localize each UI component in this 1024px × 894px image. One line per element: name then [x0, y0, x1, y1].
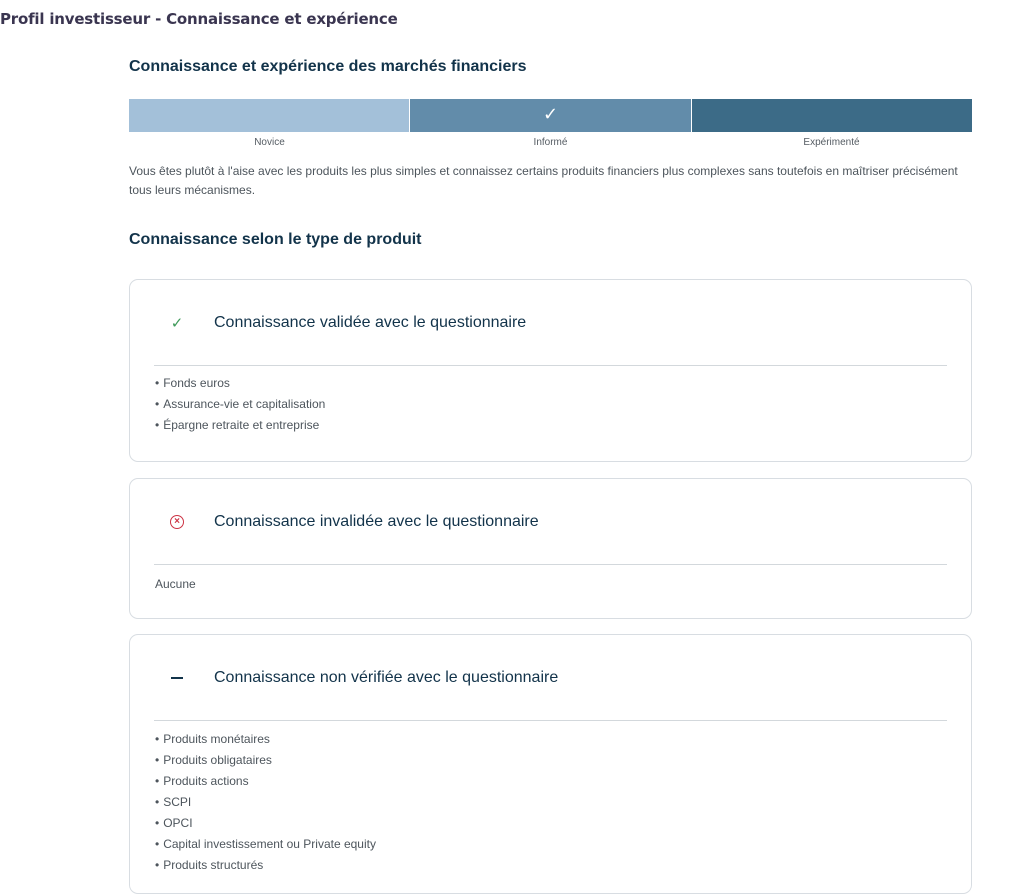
validated-list	[155, 373, 325, 436]
unverified-card	[129, 634, 972, 894]
list-item: • Produits obligataires	[155, 750, 376, 771]
level-label-novice: Novice	[254, 137, 285, 148]
invalidated-card-header	[154, 479, 947, 565]
unverified-card-header	[154, 635, 947, 721]
page-title: Profil investisseur - Connaissance et expérience	[0, 10, 398, 28]
invalidated-card-title: Connaissance invalidée avec le questionnaire	[214, 512, 539, 530]
level-bar	[129, 99, 972, 132]
level-label-experimente: Expérimenté	[803, 137, 860, 148]
unverified-list	[155, 729, 376, 876]
list-item: • SCPI	[155, 792, 376, 813]
list-item: • OPCI	[155, 813, 376, 834]
level-label-informe: Informé	[533, 137, 568, 148]
list-item: • Fonds euros	[155, 373, 325, 394]
level-segment-experimente	[692, 99, 972, 132]
list-item: • Produits monétaires	[155, 729, 376, 750]
products-section-title: Connaissance selon le type de produit	[129, 231, 422, 248]
level-labels	[129, 137, 972, 148]
list-item: • Produits structurés	[155, 855, 376, 876]
unverified-card-title: Connaissance non vérifiée avec le questionnaire	[214, 668, 559, 686]
validated-card-title: Connaissance validée avec le questionnaire	[214, 313, 527, 331]
cross-circle-icon: ×	[170, 515, 184, 529]
list-item: • Capital investissement ou Private equity	[155, 834, 376, 855]
invalidated-empty-text: Aucune	[155, 577, 196, 591]
validated-card	[129, 279, 972, 462]
list-item: • Épargne retraite et entreprise	[155, 415, 325, 436]
list-item: • Assurance-vie et capitalisation	[155, 394, 325, 415]
invalidated-card	[129, 478, 972, 619]
dash-icon	[171, 677, 183, 679]
level-segment-informe	[409, 99, 691, 132]
validated-card-header	[154, 280, 947, 366]
level-segment-novice	[129, 99, 409, 132]
list-item: • Produits actions	[155, 771, 376, 792]
check-icon: ✓	[542, 103, 559, 124]
profile-description: Vous êtes plutôt à l'aise avec les produits les plus simples et connaissez certains produits financiers plus complexes sans toutefois en maîtriser précisément tous leurs mécanismes.	[129, 164, 958, 197]
markets-section-title: Connaissance et expérience des marchés financiers	[129, 58, 527, 75]
check-icon: ✓	[170, 314, 184, 332]
